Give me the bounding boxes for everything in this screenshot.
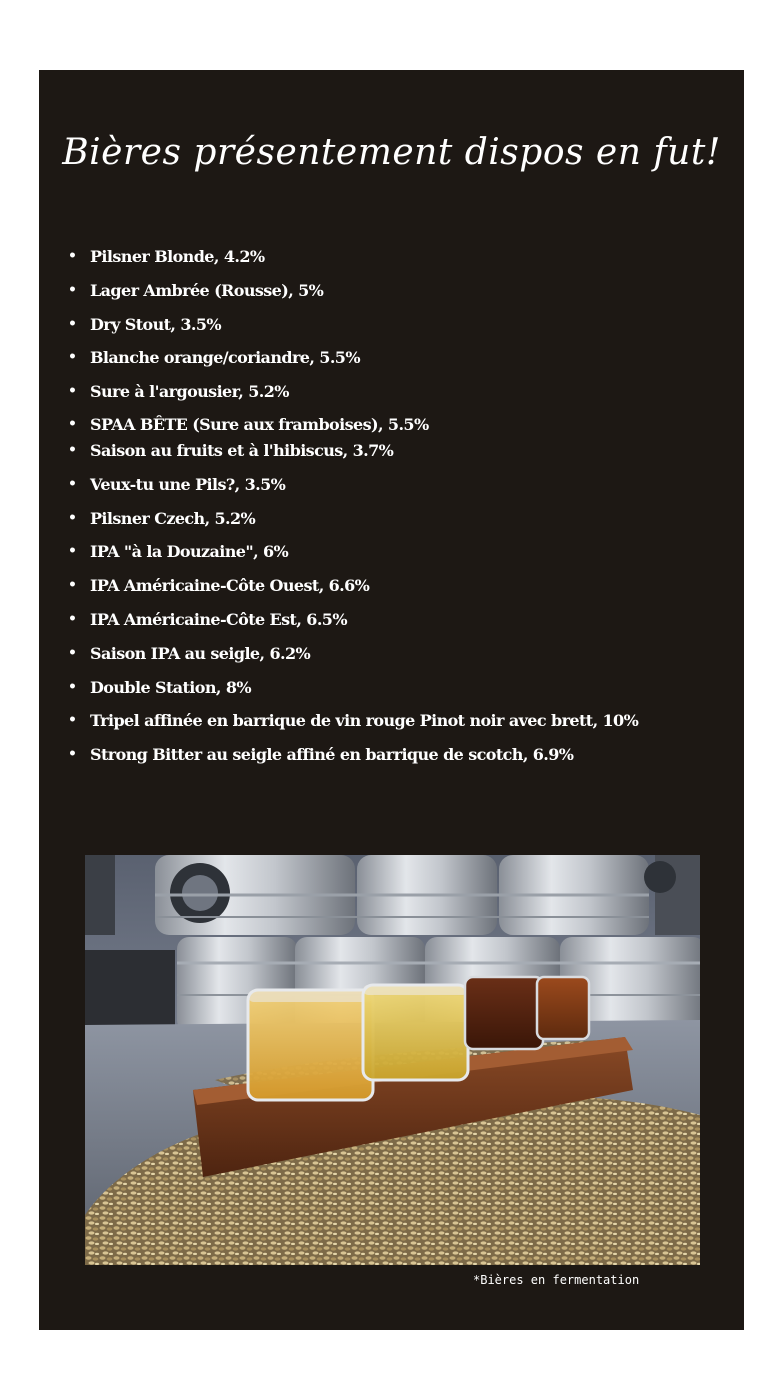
- beer-label: Pilsner Czech, 5.2%: [90, 508, 256, 528]
- bullet-icon: •: [68, 510, 77, 526]
- beer-label: Saison IPA au seigle, 6.2%: [90, 643, 311, 663]
- beer-label: Veux-tu une Pils?, 3.5%: [90, 474, 286, 494]
- bullet-icon: •: [68, 416, 77, 432]
- list-item: [68, 278, 323, 302]
- bullet-icon: •: [68, 645, 77, 661]
- beer-label: Strong Bitter au seigle affiné en barrique de scotch, 6.9%: [90, 744, 574, 764]
- beer-label: Blanche orange/coriandre, 5.5%: [90, 347, 360, 367]
- list-item: [68, 675, 251, 699]
- bullet-icon: •: [68, 316, 77, 332]
- list-item: [68, 345, 360, 369]
- beer-label: IPA "à la Douzaine", 6%: [90, 541, 289, 561]
- bullet-icon: •: [68, 383, 77, 399]
- beer-label: Pilsner Blonde, 4.2%: [90, 246, 265, 266]
- list-item: [68, 641, 310, 665]
- list-item: [68, 412, 429, 436]
- list-item: [68, 573, 369, 597]
- bullet-icon: •: [68, 248, 77, 264]
- page-title: Bières présentement dispos en fut!: [62, 132, 721, 173]
- list-item: [68, 379, 289, 403]
- list-item: [68, 472, 285, 496]
- bullet-icon: •: [68, 746, 77, 762]
- list-item: [68, 244, 264, 268]
- bullet-icon: •: [68, 577, 77, 593]
- list-item: [68, 742, 573, 766]
- bullet-icon: •: [68, 712, 77, 728]
- bullet-icon: •: [68, 611, 77, 627]
- beer-label: Tripel affinée en barrique de vin rouge Pinot noir avec brett, 10%: [90, 710, 639, 730]
- list-item: [68, 607, 347, 631]
- bullet-icon: •: [68, 679, 77, 695]
- list-item: [68, 539, 288, 563]
- bullet-icon: •: [68, 476, 77, 492]
- beer-label: SPAA BÊTE (Sure aux framboises), 5.5%: [90, 414, 429, 434]
- beer-label: IPA Américaine-Côte Est, 6.5%: [90, 609, 347, 629]
- bullet-icon: •: [68, 442, 77, 458]
- list-item: [68, 506, 255, 530]
- list-item: [68, 708, 638, 732]
- beer-label: Dry Stout, 3.5%: [90, 314, 221, 334]
- beer-label: IPA Américaine-Côte Ouest, 6.6%: [90, 575, 370, 595]
- beer-flight-photo: [85, 855, 700, 1265]
- bullet-icon: •: [68, 349, 77, 365]
- beer-label: Double Station, 8%: [90, 677, 251, 697]
- beer-label: Lager Ambrée (Rousse), 5%: [90, 280, 324, 300]
- fermentation-caption: *Bières en fermentation: [473, 1273, 640, 1287]
- bullet-icon: •: [68, 282, 77, 298]
- beer-label: Saison au fruits et à l'hibiscus, 3.7%: [90, 440, 394, 460]
- list-item: [68, 438, 393, 462]
- beer-label: Sure à l'argousier, 5.2%: [90, 381, 289, 401]
- bullet-icon: •: [68, 543, 77, 559]
- list-item: [68, 312, 221, 336]
